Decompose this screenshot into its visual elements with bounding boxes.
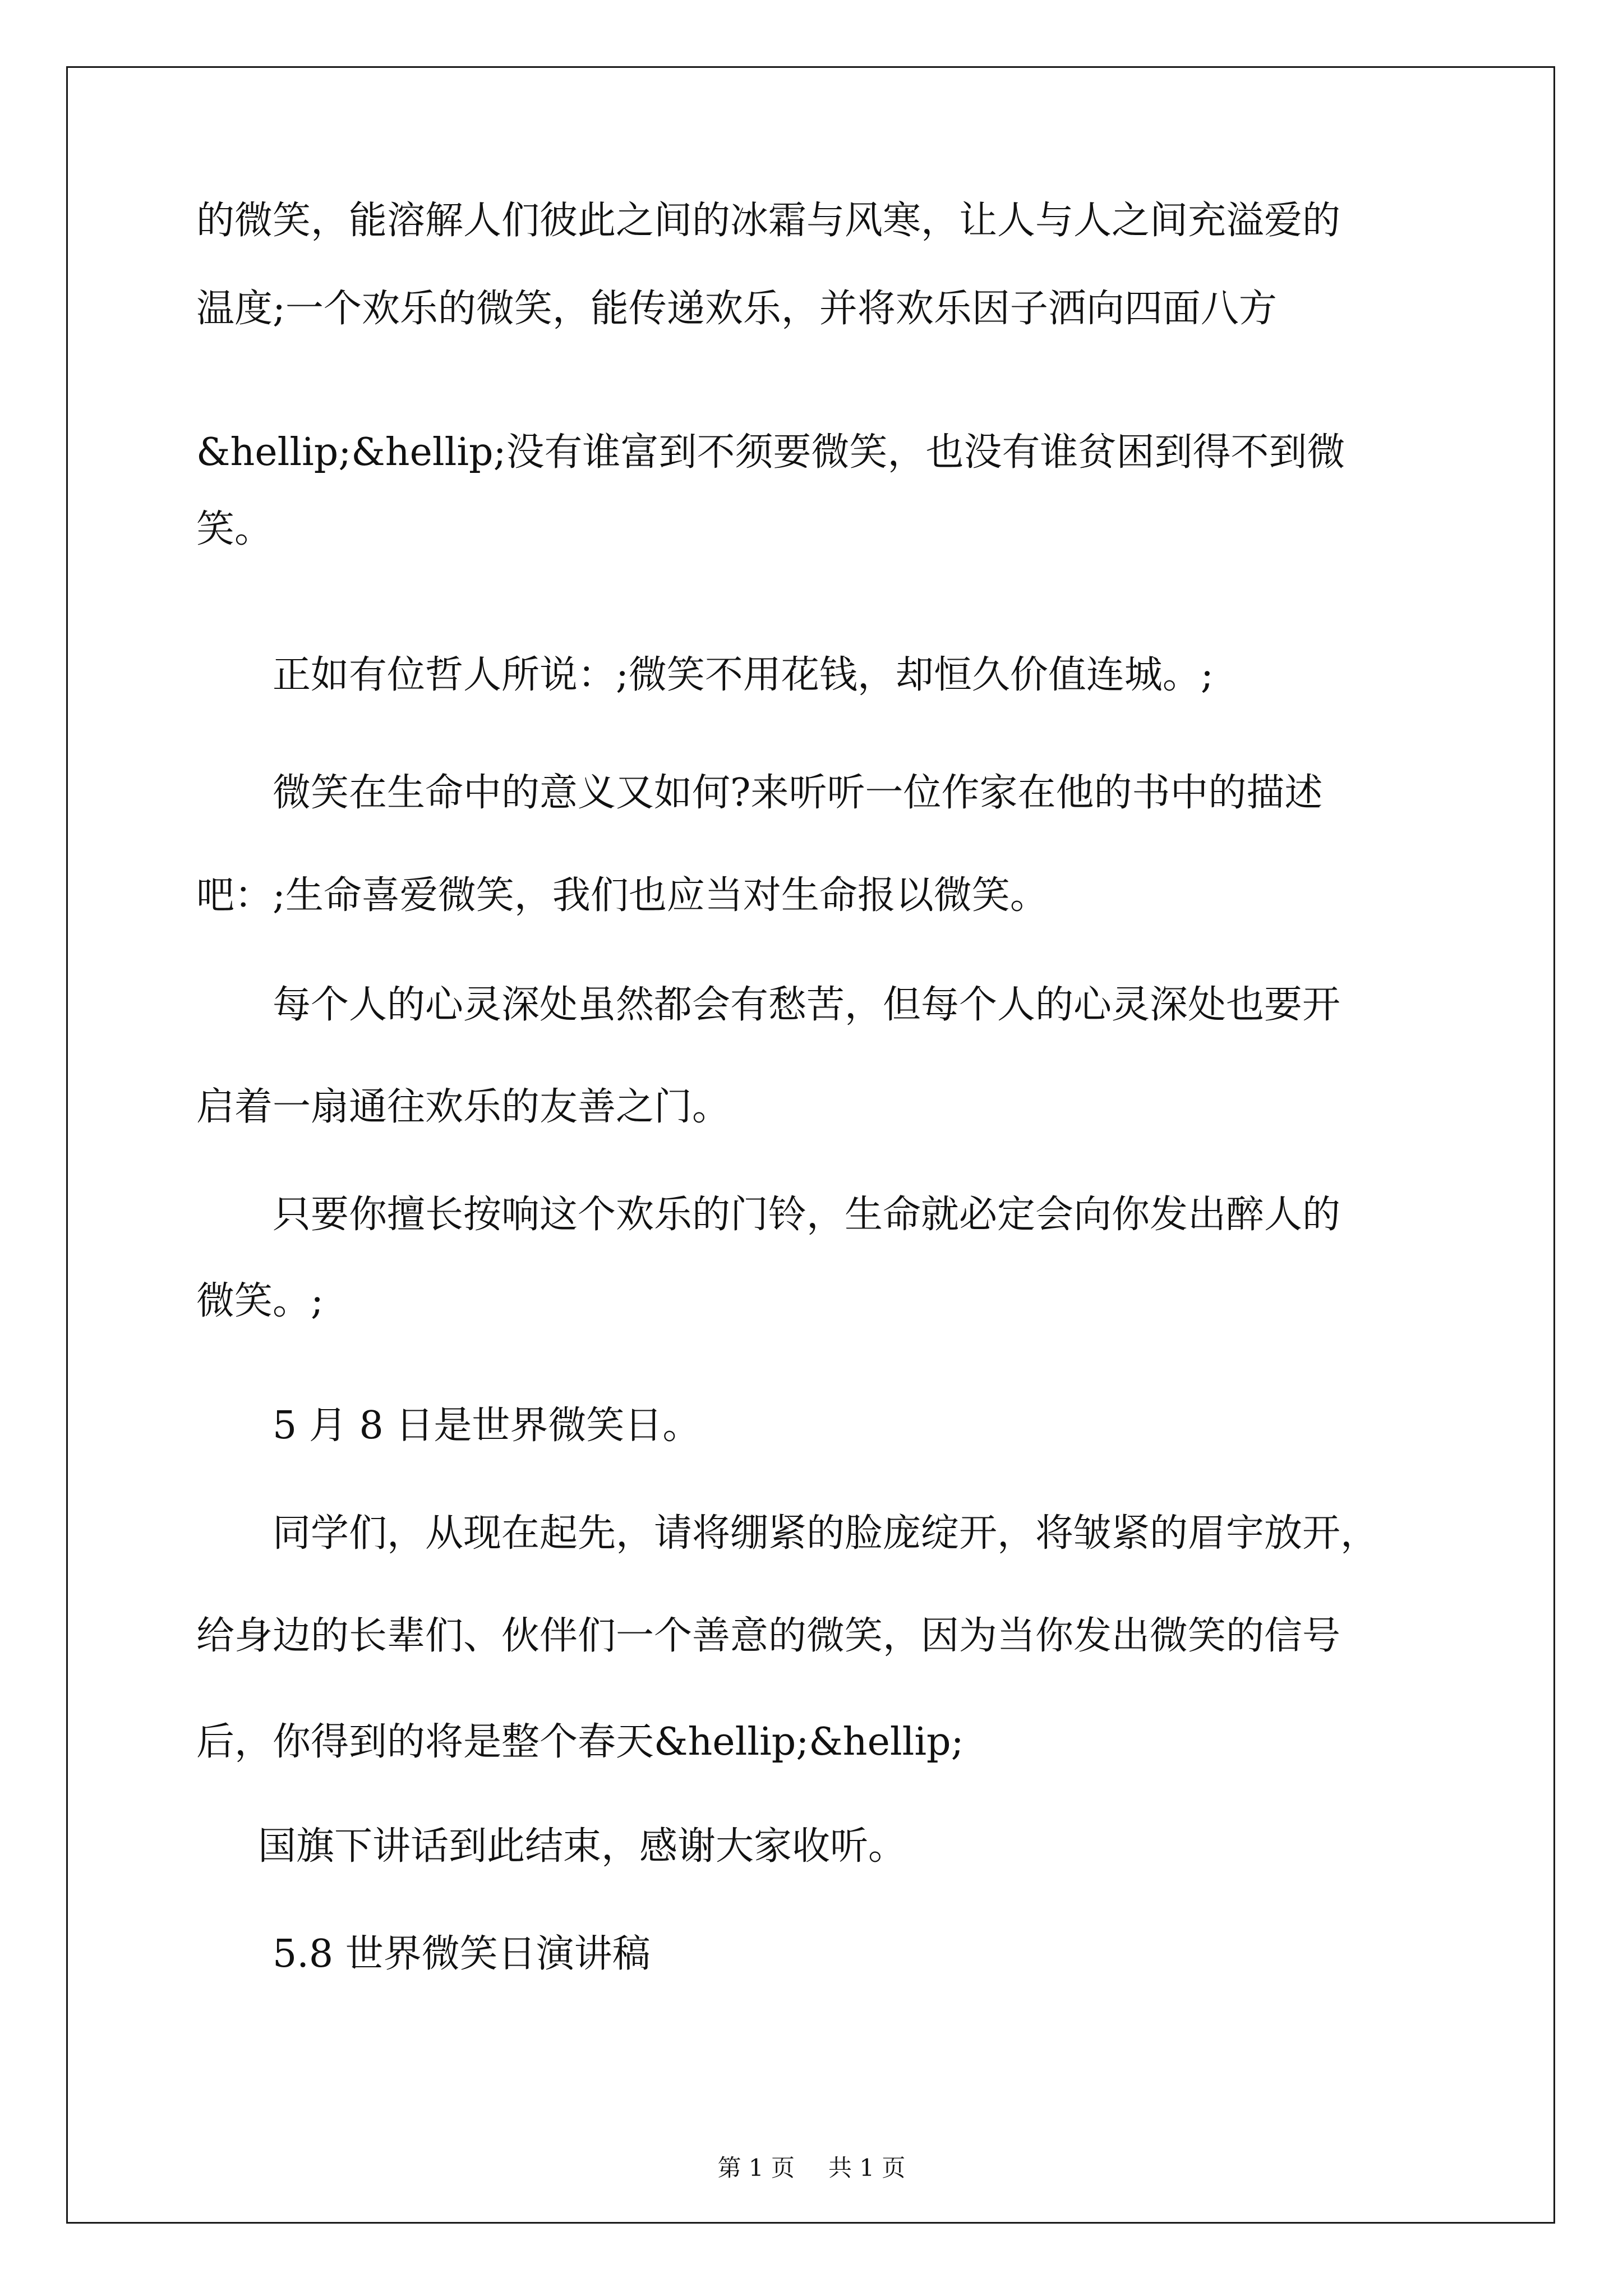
text-line: 笑。	[196, 507, 273, 551]
text-line: 5 月 8 日是世界微笑日。	[273, 1404, 701, 1448]
text-line: 每个人的心灵深处虽然都会有愁苦，但每个人的心灵深处也要开	[273, 983, 1341, 1027]
text-line: 国旗下讲话到此结束，感谢大家收听。	[258, 1824, 907, 1869]
page-number-current: 第 1 页	[717, 2154, 795, 2182]
text-line: 后，你得到的将是整个春天&hellip;&hellip;	[196, 1720, 964, 1764]
text-line: 吧：;生命喜爱微笑，我们也应当对生命报以微笑。	[196, 873, 1048, 918]
page-footer	[0, 2150, 1623, 2183]
text-line: 启着一扇通往欢乐的友善之门。	[196, 1085, 731, 1129]
text-line: 5.8 世界微笑日演讲稿	[273, 1932, 651, 1976]
text-line: 的微笑，能溶解人们彼此之间的冰霜与风寒，让人与人之间充溢爱的	[196, 199, 1341, 243]
text-line: 同学们，从现在起先，请将绷紧的脸庞绽开，将皱紧的眉宇放开，	[273, 1511, 1379, 1556]
text-line: 温度;一个欢乐的微笑，能传递欢乐，并将欢乐因子洒向四面八方	[196, 287, 1277, 331]
page-number-total: 共 1 页	[828, 2154, 906, 2182]
page-border	[66, 66, 1555, 2224]
text-line: 只要你擅长按响这个欢乐的门铃，生命就必定会向你发出醉人的	[273, 1193, 1341, 1237]
text-line: 正如有位哲人所说：;微笑不用花钱，却恒久价值连城。;	[273, 653, 1214, 697]
text-line: 微笑。;	[196, 1279, 324, 1323]
text-line: &hellip;&hellip;没有谁富到不须要微笑，也没有谁贫困到得不到微	[196, 430, 1345, 475]
text-line: 微笑在生命中的意义又如何?来听听一位作家在他的书中的描述	[273, 771, 1323, 815]
text-line: 给身边的长辈们、伙伴们一个善意的微笑，因为当你发出微笑的信号	[196, 1614, 1341, 1658]
